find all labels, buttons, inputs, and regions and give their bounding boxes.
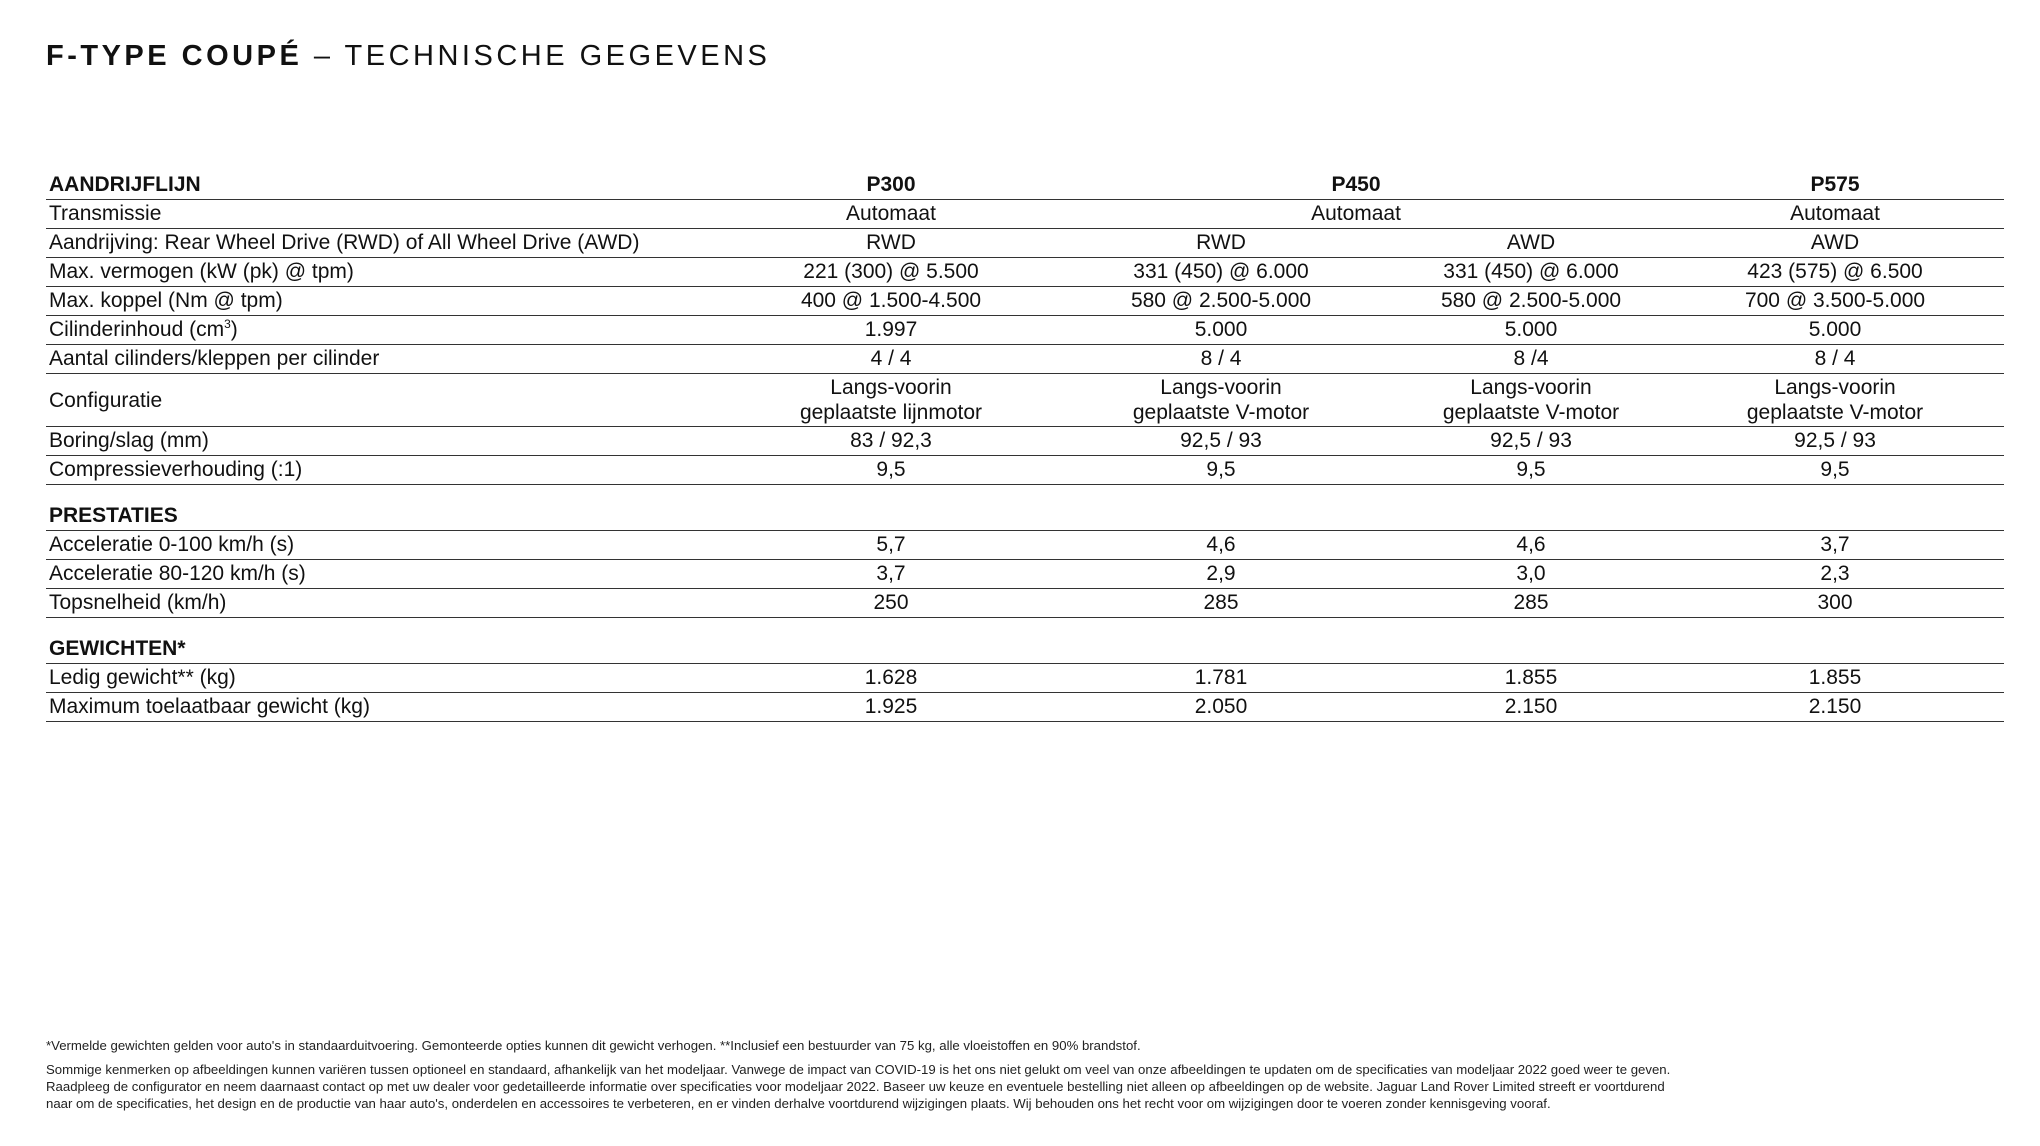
footnote-disclaimer-line: Sommige kenmerken op afbeeldingen kunnen variëren tussen optioneel en standaard, afhankelijk van het modeljaar. Vanwege de impact van COVID-19 is het ons niet gelukt om veel van onze afbeeldingen te updaten om de specificaties van modeljaar 2022 goed weer te geven. (46, 1062, 1671, 1077)
section-title-weights: GEWICHTEN* (46, 636, 2004, 664)
page-title-model: F-TYPE COUPÉ (46, 40, 303, 72)
section-spacer (46, 485, 2004, 504)
table-row (46, 374, 2004, 427)
footnotes (46, 1037, 2006, 1112)
cell-value: Automaat (736, 200, 1046, 229)
cell-value: AWD (1666, 229, 2004, 258)
drivetrain-header-row (46, 172, 2004, 200)
cell-value: 5,7 (736, 531, 1046, 560)
row-label: Compressieverhouding (:1) (46, 456, 736, 485)
cell-value: Automaat (1666, 200, 2004, 229)
section-spacer (46, 618, 2004, 637)
cell-value: 1.925 (736, 693, 1046, 722)
row-label: Maximum toelaatbaar gewicht (kg) (46, 693, 736, 722)
table-row (46, 560, 2004, 589)
cell-value: 92,5 / 93 (1046, 427, 1396, 456)
table-row (46, 693, 2004, 722)
cell-value: 2.150 (1396, 693, 1666, 722)
cell-value: 8 / 4 (1046, 345, 1396, 374)
row-label: Transmissie (46, 200, 736, 229)
table-row (46, 229, 2004, 258)
row-label (46, 316, 736, 345)
cell-value: 1.997 (736, 316, 1046, 345)
table-row (46, 531, 2004, 560)
cell-value: 400 @ 1.500-4.500 (736, 287, 1046, 316)
cell-value: AWD (1396, 229, 1666, 258)
cell-value: 2,3 (1666, 560, 2004, 589)
cell-value: 4 / 4 (736, 345, 1046, 374)
row-label: Acceleratie 80-120 km/h (s) (46, 560, 736, 589)
cell-value: 580 @ 2.500-5.000 (1396, 287, 1666, 316)
unit-superscript: 3 (224, 317, 231, 331)
cell-value: 8 / 4 (1666, 345, 2004, 374)
cell-value: 8 /4 (1396, 345, 1666, 374)
footnote-weights: *Vermelde gewichten gelden voor auto's in standaarduitvoering. Gemonteerde opties kunnen dit gewicht verhogen. **Inclusief een bestuurder van 75 kg, alle vloeistoffen en 90% brandstof. (46, 1038, 1141, 1053)
cell-value: 5.000 (1396, 316, 1666, 345)
cell-value: 331 (450) @ 6.000 (1396, 258, 1666, 287)
cell-value: 221 (300) @ 5.500 (736, 258, 1046, 287)
cell-value: 4,6 (1046, 531, 1396, 560)
cell-value: 83 / 92,3 (736, 427, 1046, 456)
model-header-p450: P450 (1046, 172, 1666, 200)
cell-value: 700 @ 3.500-5.000 (1666, 287, 2004, 316)
cell-value: 5.000 (1046, 316, 1396, 345)
cell-value (736, 374, 1046, 427)
performance-header-row (46, 503, 2004, 531)
cell-value: 1.855 (1396, 664, 1666, 693)
cell-line: Langs-voorin (1470, 376, 1592, 399)
section-title-drivetrain: AANDRIJFLIJN (46, 172, 736, 200)
cell-value: 1.628 (736, 664, 1046, 693)
cell-value: 92,5 / 93 (1666, 427, 2004, 456)
cell-value: 1.855 (1666, 664, 2004, 693)
row-label: Ledig gewicht** (kg) (46, 664, 736, 693)
table-row (46, 345, 2004, 374)
cell-value (1396, 374, 1666, 427)
cell-value: RWD (1046, 229, 1396, 258)
row-label: Aantal cilinders/kleppen per cilinder (46, 345, 736, 374)
weights-header-row (46, 636, 2004, 664)
cell-value: 331 (450) @ 6.000 (1046, 258, 1396, 287)
cell-line: geplaatste V-motor (1132, 401, 1310, 424)
table-row (46, 456, 2004, 485)
table-row (46, 664, 2004, 693)
cell-value: 285 (1396, 589, 1666, 618)
cell-value: 285 (1046, 589, 1396, 618)
cell-line: geplaatste V-motor (1442, 401, 1620, 424)
table-row (46, 258, 2004, 287)
cell-value: 2.150 (1666, 693, 2004, 722)
cell-value: 5.000 (1666, 316, 2004, 345)
table-row (46, 589, 2004, 618)
row-label: Max. vermogen (kW (pk) @ tpm) (46, 258, 736, 287)
cell-line: Langs-voorin (1160, 376, 1282, 399)
cell-value: 580 @ 2.500-5.000 (1046, 287, 1396, 316)
model-header-p575: P575 (1666, 172, 2004, 200)
model-header-p300: P300 (736, 172, 1046, 200)
cell-value: 250 (736, 589, 1046, 618)
row-label: Topsnelheid (km/h) (46, 589, 736, 618)
cell-value: 4,6 (1396, 531, 1666, 560)
cell-value: 3,7 (1666, 531, 2004, 560)
table-row (46, 427, 2004, 456)
cell-line: geplaatste V-motor (1746, 401, 1924, 424)
footnote-disclaimer-line: Raadpleeg de configurator en neem daarnaast contact op met uw dealer voor gedetailleerde informatie over specificaties voor modeljaar 2022. Baseer uw keuze en eventuele bestelling niet alleen op afbeeldingen op de website. Jaguar Land Rover Limited streeft er voortdurend (46, 1079, 1665, 1094)
cell-value: 9,5 (1666, 456, 2004, 485)
cell-value: 3,7 (736, 560, 1046, 589)
specifications-table (46, 172, 2004, 722)
section-title-performance: PRESTATIES (46, 503, 2004, 531)
cell-value (1666, 374, 2004, 427)
row-label: Acceleratie 0-100 km/h (s) (46, 531, 736, 560)
row-label: Configuratie (46, 374, 736, 427)
cell-value: 2.050 (1046, 693, 1396, 722)
cell-value: 300 (1666, 589, 2004, 618)
cell-value: 423 (575) @ 6.500 (1666, 258, 2004, 287)
cell-value: 1.781 (1046, 664, 1396, 693)
cell-value: 9,5 (1046, 456, 1396, 485)
cell-value: 2,9 (1046, 560, 1396, 589)
row-label: Aandrijving: Rear Wheel Drive (RWD) of All Wheel Drive (AWD) (46, 229, 736, 258)
cell-value: 92,5 / 93 (1396, 427, 1666, 456)
cell-value: Automaat (1046, 200, 1666, 229)
cell-value: 9,5 (1396, 456, 1666, 485)
cell-line: Langs-voorin (1774, 376, 1896, 399)
cell-value (1046, 374, 1396, 427)
page-title-subtitle: – TECHNISCHE GEGEVENS (313, 40, 771, 72)
row-label-close: ) (230, 318, 238, 341)
cell-line: geplaatste lijnmotor (799, 401, 983, 424)
cell-value: 9,5 (736, 456, 1046, 485)
footnote-disclaimer-line: naar om de specificaties, het design en de productie van haar auto's, onderdelen en accessoires te verbeteren, en er vinden derhalve voortdurend wijzigingen plaats. Wij behouden ons het recht voor om wijzigingen door te voeren zonder kennisgeving vooraf. (46, 1096, 1551, 1111)
row-label: Max. koppel (Nm @ tpm) (46, 287, 736, 316)
cell-value: 3,0 (1396, 560, 1666, 589)
table-row (46, 316, 2004, 345)
table-row (46, 287, 2004, 316)
row-label: Boring/slag (mm) (46, 427, 736, 456)
cell-value: RWD (736, 229, 1046, 258)
page-title (46, 40, 770, 73)
row-label-text: Cilinderinhoud (cm (49, 318, 225, 341)
cell-line: Langs-voorin (830, 376, 952, 399)
table-row (46, 200, 2004, 229)
